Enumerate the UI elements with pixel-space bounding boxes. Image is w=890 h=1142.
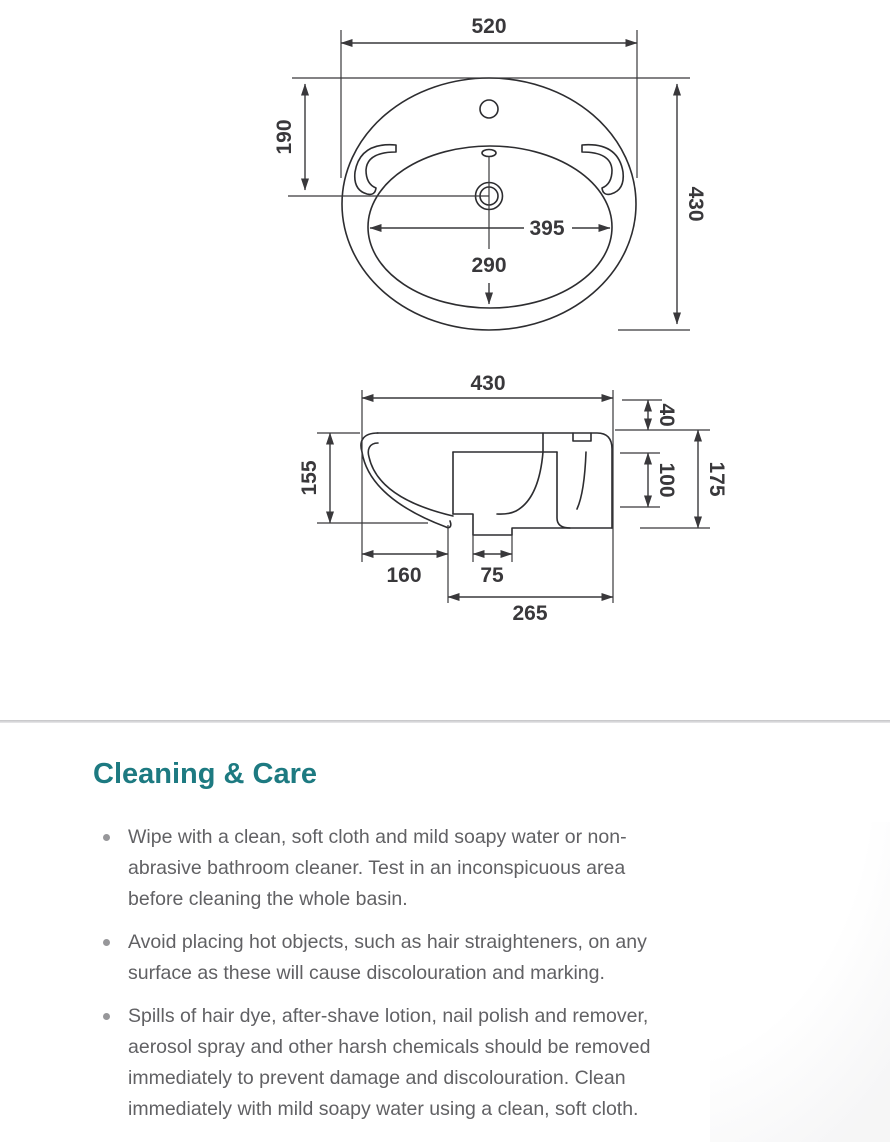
tap-hole-section bbox=[573, 433, 591, 441]
dim-overall-depth-430 bbox=[677, 84, 707, 324]
dim-label-430-plan: 430 bbox=[684, 186, 707, 222]
ext-75 bbox=[473, 534, 512, 562]
dim-overall-height-175 bbox=[698, 430, 728, 528]
dim-front-to-drain-190 bbox=[273, 84, 305, 190]
bullet-icon bbox=[103, 1013, 110, 1020]
dim-label-395: 395 bbox=[529, 217, 565, 240]
dim-overall-width-520 bbox=[341, 15, 637, 43]
bullet-line: aerosol spray and other harsh chemicals should be removed bbox=[128, 1036, 651, 1058]
dim-label-430-side: 430 bbox=[470, 372, 506, 395]
dim-bowl-depth-155 bbox=[298, 433, 330, 523]
dim-label-190: 190 bbox=[273, 119, 296, 155]
dim-rim-drop-40 bbox=[648, 400, 678, 430]
bullet-text bbox=[128, 927, 647, 989]
basin-top-view bbox=[273, 15, 707, 330]
dim-side-width-430 bbox=[362, 372, 613, 398]
bullet-line: Wipe with a clean, soft cloth and mild soapy water or non- bbox=[128, 826, 627, 848]
dim-label-155: 155 bbox=[298, 460, 321, 496]
dim-label-175: 175 bbox=[705, 461, 728, 497]
dim-back-height-100 bbox=[648, 453, 678, 507]
dim-waste-offset-75 bbox=[473, 554, 512, 587]
care-bullet-spills bbox=[103, 1001, 743, 1125]
bullet-icon bbox=[103, 939, 110, 946]
overflow-slot bbox=[482, 150, 496, 157]
bullet-line: abrasive bathroom cleaner. Test in an inconspicuous area bbox=[128, 857, 626, 879]
bullet-line: Avoid placing hot objects, such as hair straighteners, on any bbox=[128, 931, 647, 953]
dim-label-75: 75 bbox=[480, 564, 504, 587]
bullet-line: before cleaning the whole basin. bbox=[128, 888, 408, 910]
care-bullet-hot-objects bbox=[103, 927, 743, 989]
soap-recess-left bbox=[355, 145, 396, 195]
bullet-line: immediately with mild soapy water using a clean, soft cloth. bbox=[128, 1098, 639, 1120]
dim-label-520: 520 bbox=[471, 15, 507, 38]
dim-fixing-depth-265 bbox=[448, 597, 613, 625]
tap-hole bbox=[480, 100, 498, 118]
bullet-text bbox=[128, 1001, 650, 1125]
dim-label-160: 160 bbox=[386, 564, 422, 587]
basin-inner-bowl bbox=[368, 146, 612, 308]
waste-outlet-section bbox=[453, 514, 612, 535]
bullet-line: immediately to prevent damage and discolouration. Clean bbox=[128, 1067, 626, 1089]
care-section-heading: Cleaning & Care bbox=[93, 758, 317, 790]
bullet-icon bbox=[103, 834, 110, 841]
bullet-line: surface as these will cause discolouration and marking. bbox=[128, 962, 605, 984]
dim-label-290: 290 bbox=[471, 254, 507, 277]
bullet-text bbox=[128, 822, 627, 915]
care-bullet-wipe bbox=[103, 822, 743, 915]
basin-side-view bbox=[298, 372, 728, 625]
dim-label-100: 100 bbox=[655, 462, 678, 498]
bullet-line: Spills of hair dye, after-shave lotion, nail polish and remover, bbox=[128, 1005, 649, 1027]
dim-bowl-width-395 bbox=[370, 217, 610, 240]
soap-recess-right bbox=[582, 145, 623, 195]
care-bullet-list bbox=[103, 822, 743, 1137]
basin-profile bbox=[361, 433, 612, 535]
dim-label-40: 40 bbox=[655, 403, 678, 427]
dim-front-overhang-160 bbox=[362, 554, 448, 587]
section-divider bbox=[0, 720, 890, 723]
dim-drain-to-front-290 bbox=[471, 254, 506, 304]
dim-label-265: 265 bbox=[512, 602, 548, 625]
